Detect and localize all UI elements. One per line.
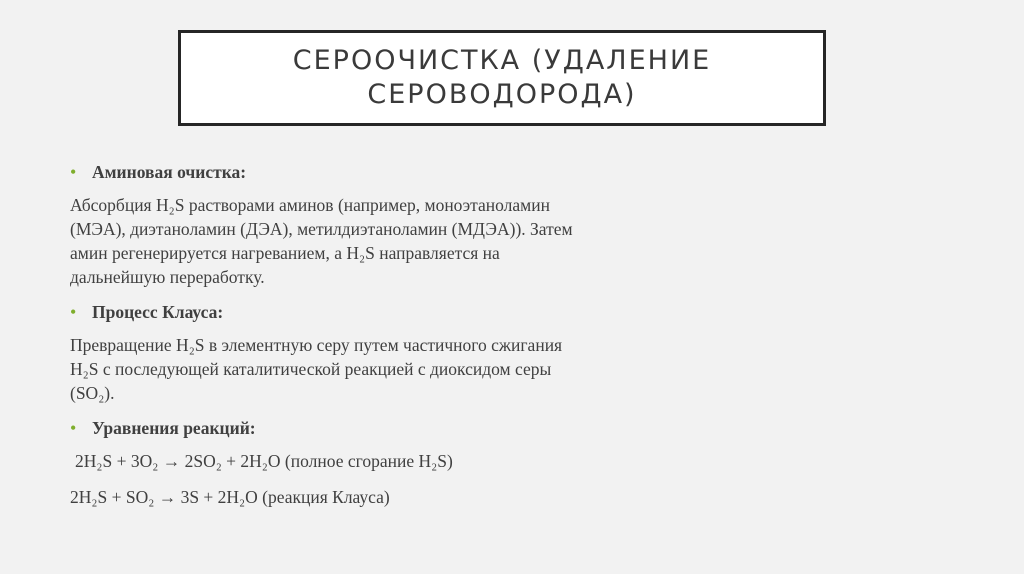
equation-combustion: 2H₂S + 3O₂ → 2SO₂ + 2H₂O (полное сгорание H₂S) xyxy=(75,451,453,471)
paragraph-claus xyxy=(70,333,710,405)
paragraph-line: Превращение H₂S в элементную серу путем частичного сжигания xyxy=(70,335,563,355)
bullet-dot-icon: • xyxy=(70,302,77,322)
bullet-amine xyxy=(70,160,710,184)
bullet-equations xyxy=(70,416,710,440)
paragraph-line: амин регенерируется нагреванием, а H₂S направляется на xyxy=(70,243,500,263)
paragraph-line: (SO₂). xyxy=(70,383,115,403)
equation-claus: 2H₂S + SO₂ → 3S + 2H₂O (реакция Клауса) xyxy=(70,487,390,507)
paragraph-line: Абсорбция H₂S растворами аминов (например, моноэтаноламин xyxy=(70,195,550,215)
paragraph-amine xyxy=(70,193,710,289)
title-box xyxy=(178,30,826,126)
bullet-dot-icon: • xyxy=(70,162,77,182)
slide-title-line-2: СЕРОВОДОРОДА) xyxy=(367,79,637,110)
slide-content xyxy=(70,160,710,521)
paragraph-line: дальнейшую переработку. xyxy=(70,267,265,287)
heading-amine: Аминовая очистка: xyxy=(92,162,247,182)
paragraph-line: H₂S с последующей каталитической реакцией с диоксидом серы xyxy=(70,359,552,379)
bullet-dot-icon: • xyxy=(70,418,77,438)
bullet-claus xyxy=(70,300,710,324)
paragraph-line: (МЭА), диэтаноламин (ДЭА), метилдиэтаноламин (МДЭА)). Затем xyxy=(70,219,573,239)
heading-claus: Процесс Клауса: xyxy=(92,302,224,322)
heading-equations: Уравнения реакций: xyxy=(92,418,256,438)
slide-title-line-1: СЕРООЧИСТКА (УДАЛЕНИЕ xyxy=(292,45,712,76)
